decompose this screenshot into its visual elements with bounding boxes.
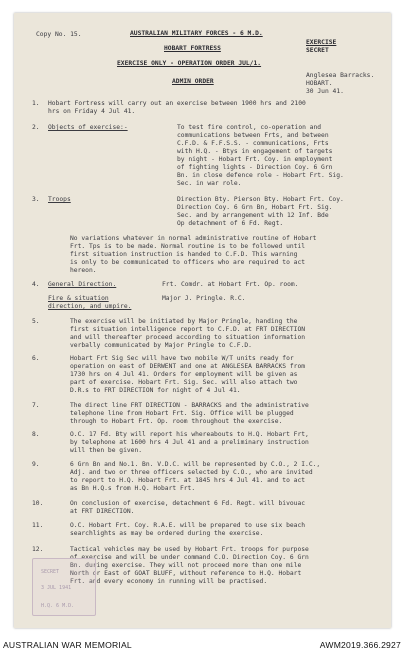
para-line: Hobart Fortress will carry out an exercise between 1900 hrs and 2100 <box>48 100 306 107</box>
para-line: hereon. <box>70 267 97 274</box>
para-line: O.C. Hobart Frt. Coy. R.A.E. will be prepared to use six beach <box>70 522 306 529</box>
para-line: first situation instruction is handed to C.F.D. This warning <box>70 251 298 258</box>
para-line: 1730 hrs on 4 Jul 41. Orders for employment will be given as <box>70 371 298 378</box>
classification-1: EXERCISE <box>306 39 337 46</box>
para-line: Adj. and two or three officers selected by C.O., who are invited <box>70 469 313 476</box>
para-line: Frt. Tps is to be made. Normal routine is to be followed until <box>70 243 306 250</box>
footer-bar <box>0 636 405 653</box>
para-line: Bn. during exercise. They will not proceed more than one mile <box>70 562 302 569</box>
document-date: 30 Jun 41. <box>306 88 344 95</box>
para-heading: Troops <box>48 196 71 203</box>
para-number: 2. <box>32 124 40 131</box>
para-heading: General Direction. <box>48 281 117 288</box>
para-heading: Objects of exercise:- <box>48 124 128 131</box>
para-line: of exercise and will be under command C.O. Direction Coy. 6 Grn <box>70 554 309 561</box>
para-number: 9. <box>32 461 40 468</box>
para-line: The direct line FRT DIRECTION - BARRACKS and the administrative <box>70 402 309 409</box>
para-number: 5. <box>32 318 40 325</box>
para-line: as Bn H.Q.s from H.Q. Hobart Frt. <box>70 485 196 492</box>
stamp-line-1: SECRET <box>41 569 60 575</box>
para-line: searchlights as may be ordered during the exercise. <box>70 530 264 537</box>
para-line: Bn. in close defence role - Hobart Frt. Sig. <box>177 172 344 179</box>
para-heading: Fire & situation <box>48 295 109 302</box>
header-line-1: AUSTRALIAN MILITARY FORCES - 6 M.D. <box>130 30 263 37</box>
document-page <box>14 13 391 628</box>
para-line: No variations whatever in normal administrative routine of Hobart <box>70 235 317 242</box>
para-line: by night - Hobart Frt. Coy. in employment <box>177 156 333 163</box>
para-line: Sec. and by arrangement with 12 Inf. Bde <box>177 212 329 219</box>
header-line-3: EXERCISE ONLY - OPERATION ORDER JUL/1. <box>117 60 262 67</box>
para-line: Frt. and every economy in running will be practised. <box>70 578 268 585</box>
para-line: On conclusion of exercise, detachment 6 Fd. Regt. will bivouac <box>70 500 306 507</box>
para-line: hrs on Friday 4 Jul 41. <box>48 108 136 115</box>
para-number: 4. <box>32 281 40 288</box>
header-line-4: ADMIN ORDER <box>172 78 214 85</box>
para-line: will then be given. <box>70 447 143 454</box>
para-line: Major J. Pringle. R.C. <box>162 295 246 302</box>
para-line: D.R.s to FRT DIRECTION for night of 4 Jul 41. <box>70 387 241 394</box>
para-line: Sec. in war role. <box>177 180 242 187</box>
para-line: Direction Coy. 6 Grn Bn, Hobart Frt. Sig. <box>177 204 333 211</box>
footer-accession-number: AWM2019.366.2927 <box>319 640 401 650</box>
para-line: of fighting lights - Direction Coy. 6 Grn <box>177 164 333 171</box>
para-line: through to Hobart Frt. Op. room throughout the exercise. <box>70 418 283 425</box>
para-number: 1. <box>32 100 40 107</box>
para-line: first situation intelligence report to C.F.D. at FRT DIRECTION <box>70 326 306 333</box>
para-line: at FRT DIRECTION. <box>70 508 135 515</box>
para-line: telephone line from Hobart Frt. Sig. Office will be plugged <box>70 410 294 417</box>
para-line: 6 Grn Bn and No.1. Bn. V.D.C. will be represented by C.O., 2 I.C., <box>70 461 321 468</box>
para-line: Op detachment of 6 Fd. Regt. <box>177 220 284 227</box>
para-line: with H.Q. - Btys in engagement of targets <box>177 148 333 155</box>
receipt-stamp <box>32 558 96 616</box>
para-line: and will thereafter proceed according to situation information <box>70 334 306 341</box>
classification-2: SECRET <box>306 47 329 54</box>
para-line: Tactical vehicles may be used by Hobart Frt. troops for purpose <box>70 546 309 553</box>
para-line: Hobart Frt Sig Sec will have two mobile W/T units ready for <box>70 355 294 362</box>
stamp-line-2: 3 JUL 1941 <box>41 585 72 591</box>
place-line-1: Anglesea Barracks. <box>306 72 375 79</box>
para-number: 11. <box>32 522 44 529</box>
para-number: 10. <box>32 500 44 507</box>
para-line: is only to be communicated to officers who are required to act <box>70 259 306 266</box>
para-heading: direction, and umpire. <box>48 303 132 310</box>
para-line: The exercise will be initiated by Major Pringle, handing the <box>70 318 298 325</box>
para-line: To test fire control, co-operation and <box>177 124 322 131</box>
para-line: O.C. 17 Fd. Bty will report his whereabouts to H.Q. Hobart Frt, <box>70 431 309 438</box>
para-line: North or East of GOAT BLUFF, without reference to H.Q. Hobart <box>70 570 302 577</box>
para-line: operation on east of DERWENT and one at ANGLESEA BARRACKS from <box>70 363 306 370</box>
para-number: 12. <box>32 546 44 553</box>
header-line-2: HOBART FORTRESS <box>164 45 221 52</box>
para-line: Direction Bty. Pierson Bty. Hobart Frt. Coy. <box>177 196 344 203</box>
para-line: C.F.D. & F.F.S.S. - communications, Frts <box>177 140 329 147</box>
copy-number: Copy No. 15. <box>36 31 82 38</box>
para-number: 6. <box>32 355 40 362</box>
para-line: to report to H.Q. Hobart Frt. at 1845 hrs 4 Jul 41. and to act <box>70 477 306 484</box>
stamp-line-3: H.Q. 6 M.D. <box>41 603 75 609</box>
para-number: 3. <box>32 196 40 203</box>
para-number: 7. <box>32 402 40 409</box>
place-line-2: HOBART. <box>306 80 333 87</box>
para-line: part of exercise. Hobart Frt. Sig. Sec. will also attach two <box>70 379 298 386</box>
para-line: by telephone at 1600 hrs 4 Jul 41 and a preliminary instruction <box>70 439 309 446</box>
footer-credit: AUSTRALIAN WAR MEMORIAL <box>3 640 132 650</box>
para-line: communications between Frts, and between <box>177 132 329 139</box>
para-line: Frt. Comdr. at Hobart Frt. Op. room. <box>162 281 299 288</box>
para-line: verbally communicated by Major Pringle to C.F.D. <box>70 342 252 349</box>
para-number: 8. <box>32 431 40 438</box>
